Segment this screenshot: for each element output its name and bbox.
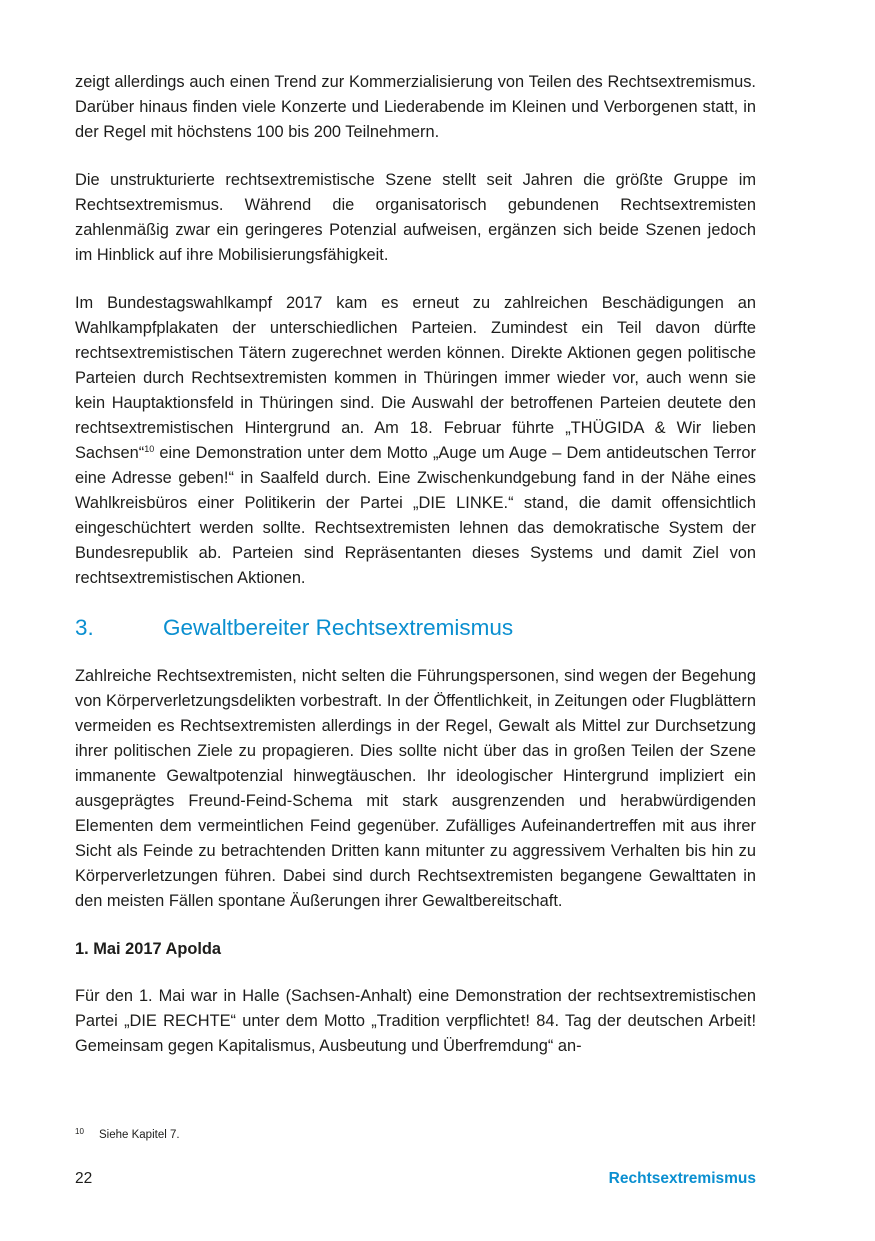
paragraph-bundestagswahlkampf <box>75 291 756 591</box>
paragraph-erster-mai: Für den 1. Mai war in Halle (Sachsen-Anhalt) eine Demonstration der rechtsextremistischen Partei „DIE RECHTE“ unter dem Motto „Tradition verpflichtet! 84. Tag der deutschen Arbeit! Gemeinsam gegen Kapitalismus, Ausbeutung und Überfremdung“ an- <box>75 987 756 1055</box>
subheading-apolda: 1. Mai 2017 Apolda <box>75 940 222 958</box>
paragraph-bundestagswahlkampf-part1: Im Bundestagswahlkampf 2017 kam es erneut zu zahlreichen Beschädigungen an Wahlkampfplakaten der unterschiedlichen Parteien. Zumindest ein Teil davon dürfte rechtsextremistischen Tätern zugerechnet werden können. Direkte Aktionen gegen politische Parteien durch Rechtsextremisten kommen in Thüringen immer wieder vor, auch wenn sie kein Hauptaktionsfeld in Thüringen sind. Die Auswahl der betroffenen Parteien deutete den rechtsextremistischen Hintergrund an. Am 18. Februar führte „THÜGIDA & Wir lieben Sachsen“ <box>75 294 756 462</box>
running-title: Rechtsextremismus <box>608 1170 756 1187</box>
footnote <box>75 1124 180 1143</box>
section-number: 3. <box>75 615 94 640</box>
paragraph-bundestagswahlkampf-part2: eine Demonstration unter dem Motto „Auge um Auge – Dem antideutschen Terror eine Adresse geben!“ in Saalfeld durch. Eine Zwischenkundgebung fand in der Nähe eines Wahlkreisbüros einer Politikerin der Partei „DIE LINKE.“ stand, die damit offensichtlich eingeschüchtert werden sollte. Rechtsextremisten lehnen das demokratische System der Bundesrepublik ab. Parteien sind Repräsentanten dieses Systems und damit Ziel von rechtsextremistischen Aktionen. <box>75 444 756 587</box>
footnote-reference[interactable]: 10 <box>144 444 155 454</box>
footnote-text: Siehe Kapitel 7. <box>99 1129 180 1141</box>
paragraph-kommerzialisierung: zeigt allerdings auch einen Trend zur Kommerzialisierung von Teilen des Rechtsextremismus. Darüber hinaus finden viele Konzerte und Liederabende im Kleinen und Verborgenen statt, in der Regel mit höchstens 100 bis 200 Teilnehmern. <box>75 73 756 141</box>
paragraph-unstrukturierte-szene: Die unstrukturierte rechtsextremistische Szene stellt seit Jahren die größte Gruppe im Rechtsextremismus. Während die organisatorisch gebundenen Rechtsextremisten zahlenmäßig zwar ein geringeres Potenzial aufweisen, ergänzen sich beide Szenen jedoch im Hinblick auf ihre Mobilisierungsfähigkeit. <box>75 171 756 264</box>
paragraph-gewaltbereitschaft: Zahlreiche Rechtsextremisten, nicht selten die Führungspersonen, sind wegen der Begehung von Körperverletzungsdelikten vorbestraft. In der Öffentlichkeit, in Zeitungen oder Flugblättern vermeiden es Rechtsextremisten allerdings in der Regel, Gewalt als Mittel zur Durchsetzung ihrer politischen Ziele zu propagieren. Dies sollte nicht über das in großen Teilen der Szene immanente Gewaltpotenzial hinwegtäuschen. Ihr ideologischer Hintergrund impliziert ein ausgeprägtes Freund-Feind-Schema mit stark ausgrenzenden und herabwürdigenden Elementen dem vermeintlichen Feind gegenüber. Zufälliges Aufeinandertreffen mit aus ihrer Sicht als Feinde zu betrachtenden Dritten kann mitunter zu aggressivem Verhalten bis hin zu Körperverletzungen führen. Dabei sind durch Rechtsextremisten begangene Gewalttaten in den meisten Fällen spontane Äußerungen ihrer Gewaltbereitschaft. <box>75 667 756 910</box>
page-number: 22 <box>75 1170 93 1187</box>
page-body <box>75 70 756 1082</box>
section-heading <box>75 614 756 642</box>
section-title: Gewaltbereiter Rechtsextremismus <box>163 615 514 640</box>
footnote-number: 10 <box>75 1127 84 1136</box>
